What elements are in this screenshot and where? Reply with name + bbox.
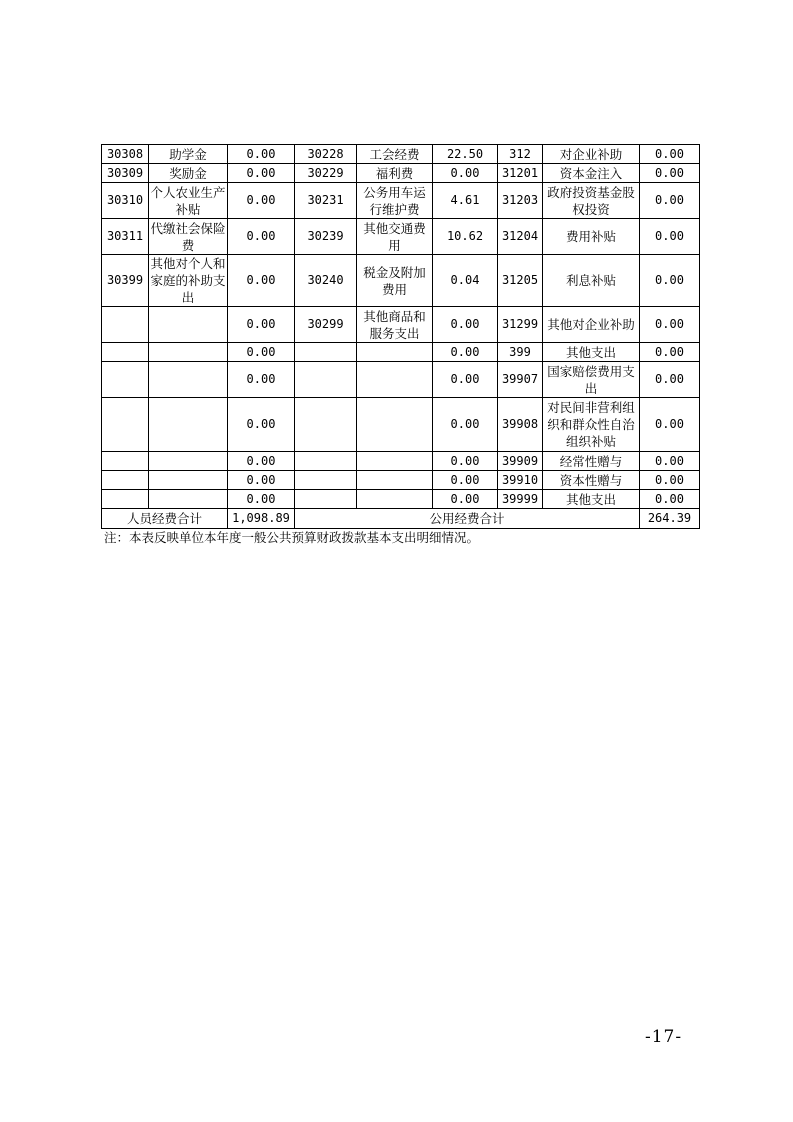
econ-code-other: 39909 xyxy=(498,452,543,471)
econ-code-goods-services: 30229 xyxy=(295,164,357,183)
item-name-other: 政府投资基金股权投资 xyxy=(543,183,640,219)
econ-code-personnel: 30309 xyxy=(102,164,149,183)
amount-personnel: 0.00 xyxy=(228,255,295,307)
econ-code-goods-services: 30239 xyxy=(295,219,357,255)
econ-code-personnel xyxy=(102,307,149,343)
amount-other: 0.00 xyxy=(640,219,700,255)
amount-goods-services: 10.62 xyxy=(433,219,498,255)
econ-code-personnel xyxy=(102,343,149,362)
econ-code-goods-services xyxy=(295,471,357,490)
amount-other: 0.00 xyxy=(640,255,700,307)
item-name-goods-services: 税金及附加费用 xyxy=(357,255,433,307)
item-name-personnel xyxy=(149,471,228,490)
item-name-personnel xyxy=(149,362,228,398)
item-name-goods-services xyxy=(357,471,433,490)
item-name-goods-services: 福利费 xyxy=(357,164,433,183)
econ-code-other: 39908 xyxy=(498,398,543,452)
public-total-value: 264.39 xyxy=(640,509,700,529)
item-name-personnel xyxy=(149,307,228,343)
amount-personnel: 0.00 xyxy=(228,183,295,219)
econ-code-other: 39910 xyxy=(498,471,543,490)
item-name-other: 利息补贴 xyxy=(543,255,640,307)
amount-goods-services: 0.00 xyxy=(433,490,498,509)
econ-code-personnel xyxy=(102,490,149,509)
page-number: -17- xyxy=(645,1027,683,1047)
item-name-other: 其他对企业补助 xyxy=(543,307,640,343)
item-name-personnel xyxy=(149,398,228,452)
item-name-goods-services xyxy=(357,362,433,398)
amount-personnel: 0.00 xyxy=(228,490,295,509)
econ-code-personnel: 30311 xyxy=(102,219,149,255)
econ-code-other: 312 xyxy=(498,145,543,164)
amount-other: 0.00 xyxy=(640,307,700,343)
item-name-other: 其他支出 xyxy=(543,343,640,362)
amount-personnel: 0.00 xyxy=(228,471,295,490)
econ-code-other: 31204 xyxy=(498,219,543,255)
table-row xyxy=(102,219,700,255)
item-name-personnel: 其他对个人和家庭的补助支出 xyxy=(150,256,226,305)
econ-code-other: 31205 xyxy=(498,255,543,307)
amount-other: 0.00 xyxy=(640,183,700,219)
item-name-goods-services: 公务用车运行维护费 xyxy=(357,183,433,219)
public-total-label: 公用经费合计 xyxy=(295,509,640,529)
econ-code-goods-services xyxy=(295,362,357,398)
econ-code-other: 31203 xyxy=(498,183,543,219)
item-name-goods-services: 其他交通费用 xyxy=(357,219,433,255)
econ-code-personnel xyxy=(102,471,149,490)
econ-code-personnel: 30308 xyxy=(102,145,149,164)
amount-other: 0.00 xyxy=(640,343,700,362)
item-name-personnel: 助学金 xyxy=(149,145,228,164)
econ-code-personnel: 30310 xyxy=(102,183,149,219)
amount-other: 0.00 xyxy=(640,362,700,398)
table-note: 注：本表反映单位本年度一般公共预算财政拨款基本支出明细情况。 xyxy=(104,530,480,545)
item-name-goods-services xyxy=(357,343,433,362)
econ-code-goods-services xyxy=(295,398,357,452)
item-name-personnel: 代缴社会保险费 xyxy=(150,220,226,253)
econ-code-other: 399 xyxy=(498,343,543,362)
item-name-personnel xyxy=(149,490,228,509)
table-row xyxy=(102,362,700,398)
amount-personnel: 0.00 xyxy=(228,343,295,362)
econ-code-personnel xyxy=(102,398,149,452)
amount-other: 0.00 xyxy=(640,471,700,490)
personnel-total-value: 1,098.89 xyxy=(228,509,295,529)
item-name-personnel: 奖励金 xyxy=(149,164,228,183)
item-name-other: 资本性赠与 xyxy=(543,471,640,490)
amount-personnel: 0.00 xyxy=(228,307,295,343)
item-name-goods-services: 工会经费 xyxy=(357,145,433,164)
table-row xyxy=(102,398,700,452)
econ-code-goods-services: 30228 xyxy=(295,145,357,164)
item-name-personnel xyxy=(149,343,228,362)
table-row xyxy=(102,471,700,490)
item-name-personnel: 个人农业生产补贴 xyxy=(150,184,226,217)
econ-code-goods-services: 30240 xyxy=(295,255,357,307)
econ-code-personnel xyxy=(102,452,149,471)
econ-code-goods-services xyxy=(295,490,357,509)
table-body xyxy=(102,145,700,509)
item-name-other: 资本金注入 xyxy=(543,164,640,183)
amount-personnel: 0.00 xyxy=(228,398,295,452)
item-name-goods-services xyxy=(357,490,433,509)
table-row xyxy=(102,343,700,362)
amount-personnel: 0.00 xyxy=(228,219,295,255)
item-name-goods-services xyxy=(357,452,433,471)
amount-other: 0.00 xyxy=(640,398,700,452)
amount-goods-services: 4.61 xyxy=(433,183,498,219)
totals-row xyxy=(102,509,700,529)
amount-goods-services: 0.00 xyxy=(433,452,498,471)
table-row xyxy=(102,490,700,509)
personnel-total-label: 人员经费合计 xyxy=(102,509,228,529)
amount-personnel: 0.00 xyxy=(228,362,295,398)
table-row xyxy=(102,145,700,164)
amount-goods-services: 0.00 xyxy=(433,164,498,183)
amount-personnel: 0.00 xyxy=(228,164,295,183)
item-name-other: 国家赔偿费用支出 xyxy=(543,362,640,398)
econ-code-other: 39907 xyxy=(498,362,543,398)
table-row xyxy=(102,164,700,183)
table-row xyxy=(102,452,700,471)
econ-code-goods-services: 30231 xyxy=(295,183,357,219)
econ-code-other: 39999 xyxy=(498,490,543,509)
amount-other: 0.00 xyxy=(640,164,700,183)
amount-other: 0.00 xyxy=(640,490,700,509)
item-name-other: 经常性赠与 xyxy=(543,452,640,471)
amount-goods-services: 0.00 xyxy=(433,398,498,452)
econ-code-goods-services xyxy=(295,343,357,362)
amount-goods-services: 0.00 xyxy=(433,343,498,362)
econ-code-goods-services: 30299 xyxy=(295,307,357,343)
budget-expenditure-table xyxy=(101,144,700,529)
item-name-goods-services: 其他商品和服务支出 xyxy=(357,307,433,343)
item-name-other: 对民间非营利组织和群众性自治组织补贴 xyxy=(543,398,640,452)
table-row xyxy=(102,307,700,343)
amount-goods-services: 22.50 xyxy=(433,145,498,164)
econ-code-personnel xyxy=(102,362,149,398)
table-row xyxy=(102,183,700,219)
item-name-goods-services xyxy=(357,398,433,452)
amount-personnel: 0.00 xyxy=(228,452,295,471)
amount-goods-services: 0.04 xyxy=(433,255,498,307)
econ-code-personnel: 30399 xyxy=(102,255,149,307)
amount-other: 0.00 xyxy=(640,452,700,471)
table-row xyxy=(102,255,700,307)
econ-code-other: 31299 xyxy=(498,307,543,343)
amount-goods-services: 0.00 xyxy=(433,471,498,490)
amount-other: 0.00 xyxy=(640,145,700,164)
item-name-other: 对企业补助 xyxy=(543,145,640,164)
item-name-other: 费用补贴 xyxy=(543,219,640,255)
econ-code-goods-services xyxy=(295,452,357,471)
econ-code-other: 31201 xyxy=(498,164,543,183)
amount-personnel: 0.00 xyxy=(228,145,295,164)
item-name-other: 其他支出 xyxy=(543,490,640,509)
amount-goods-services: 0.00 xyxy=(433,307,498,343)
item-name-personnel xyxy=(149,452,228,471)
amount-goods-services: 0.00 xyxy=(433,362,498,398)
